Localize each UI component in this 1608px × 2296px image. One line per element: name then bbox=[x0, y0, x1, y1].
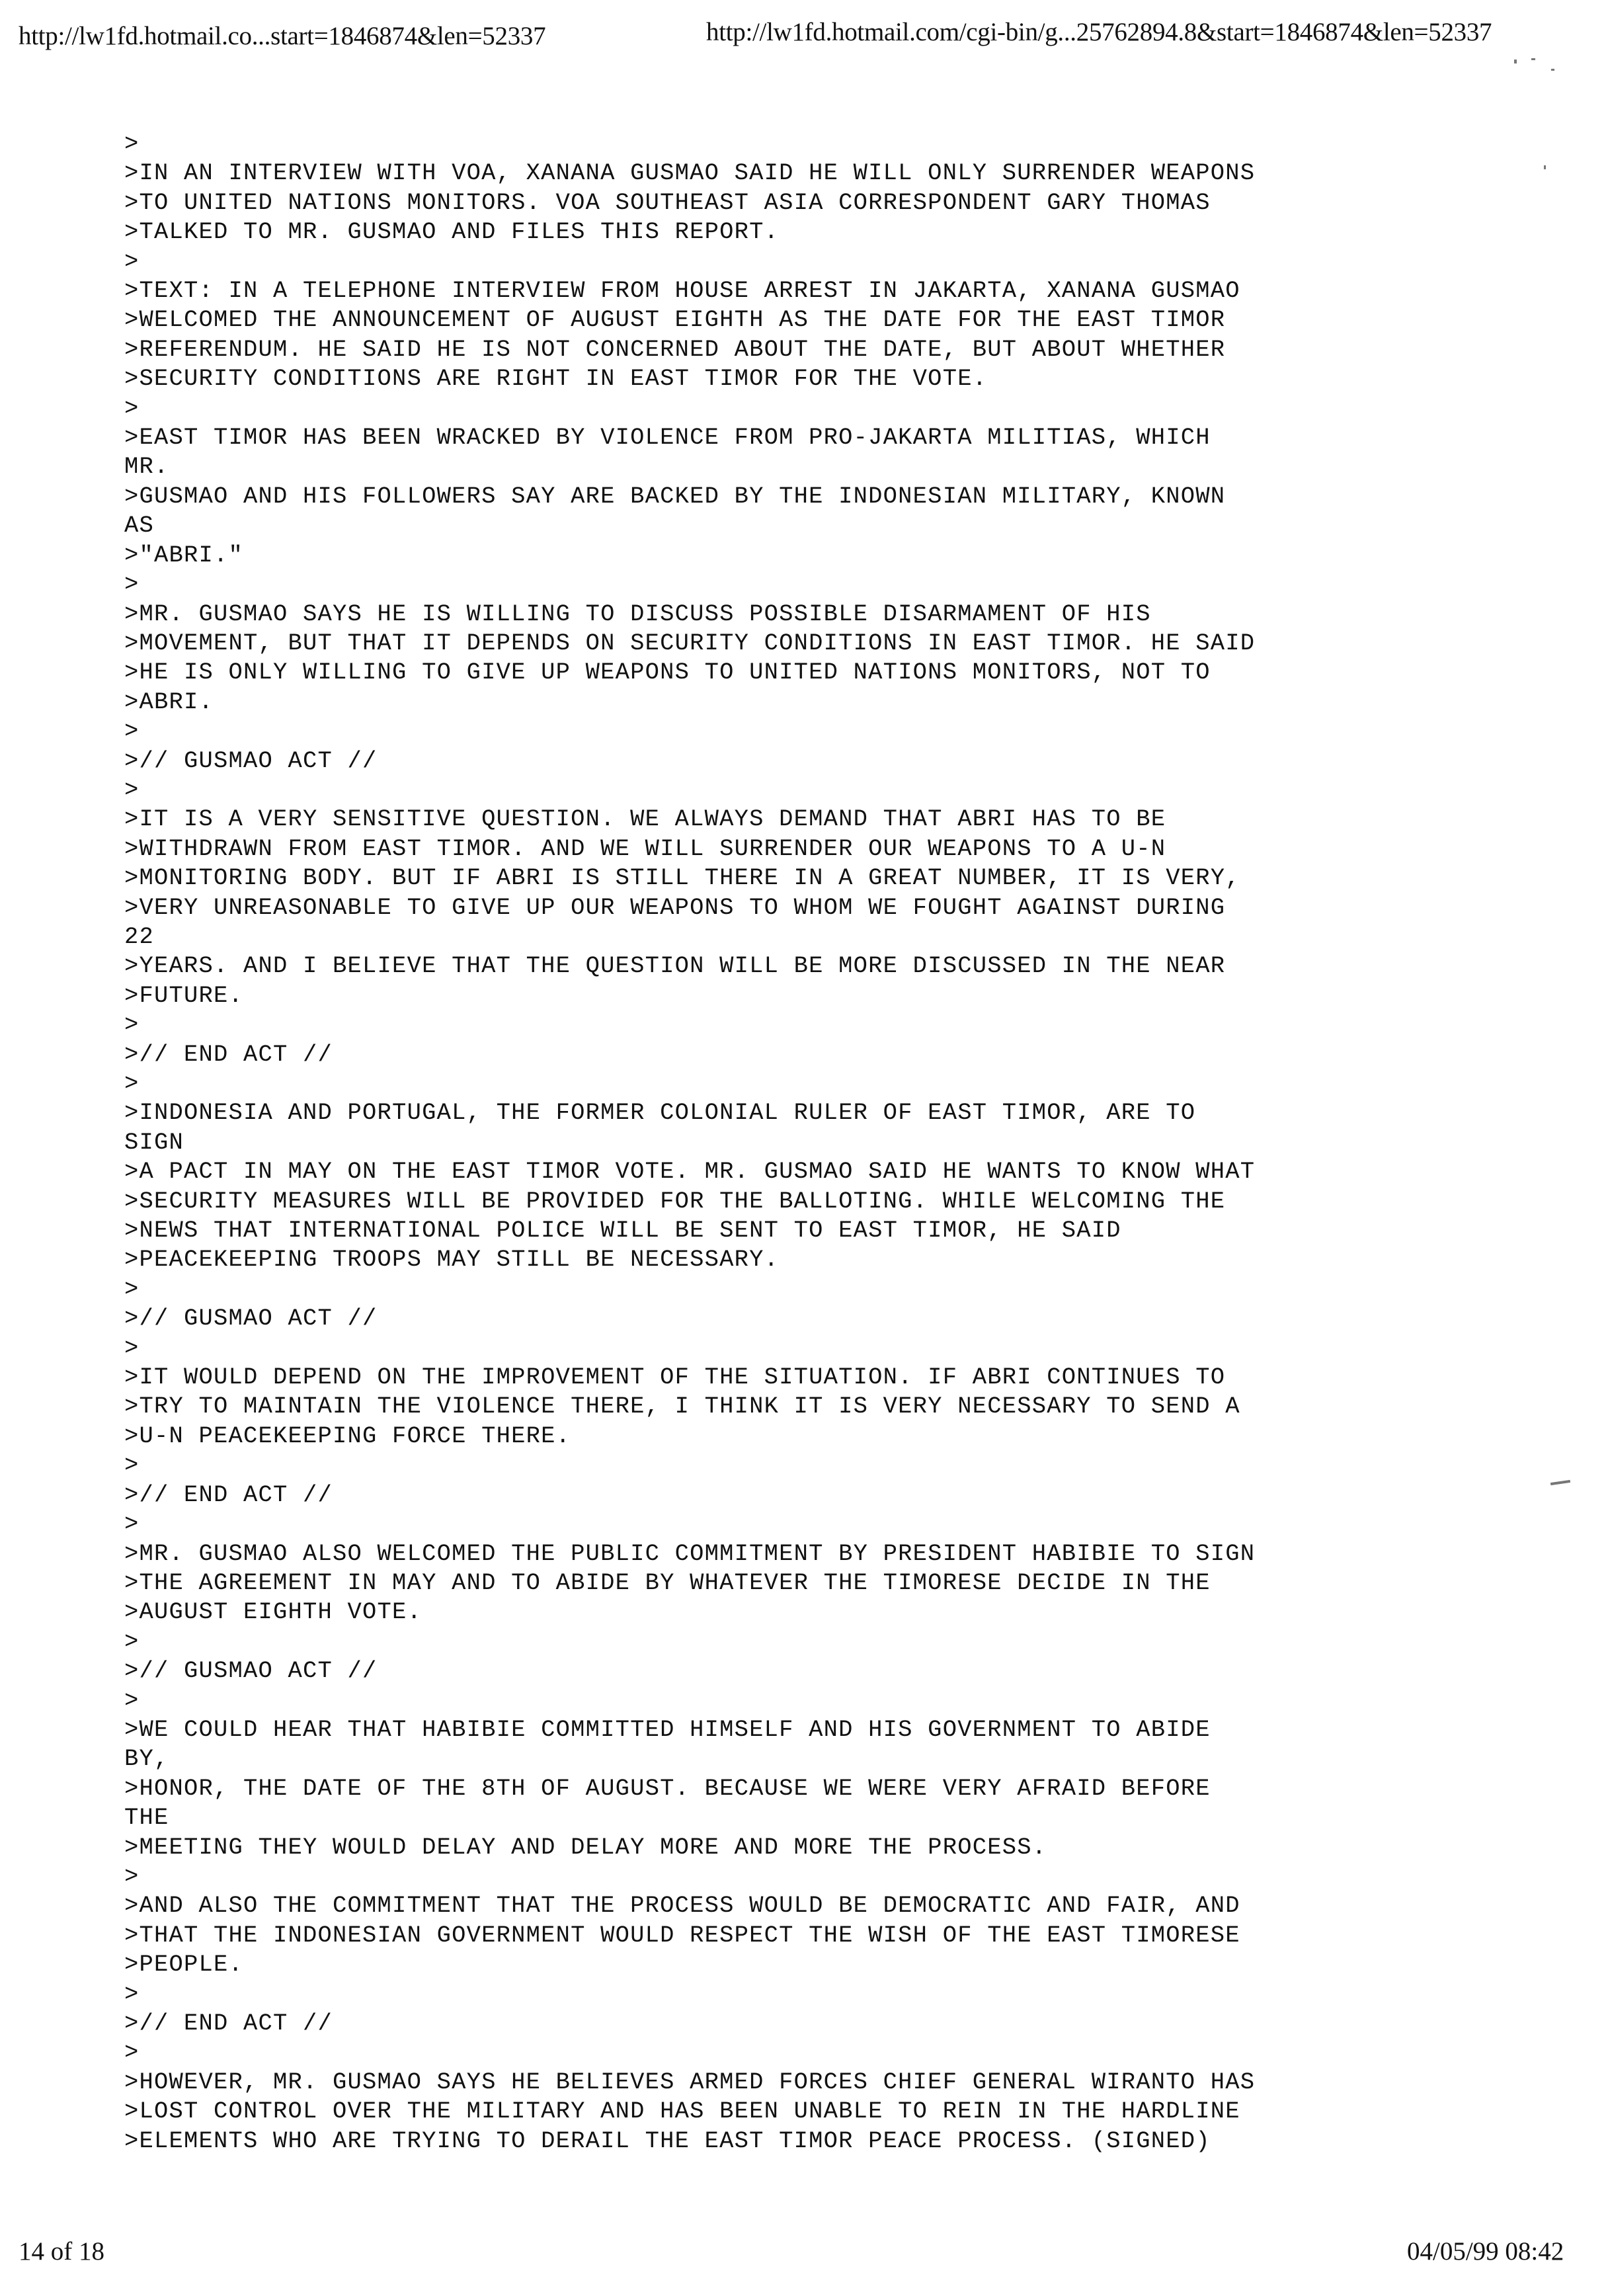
body-line: AS bbox=[124, 512, 155, 540]
body-line: >A PACT IN MAY ON THE EAST TIMOR VOTE. MR. GUSMAO SAID HE WANTS TO KNOW WHAT bbox=[124, 1158, 1256, 1186]
header-url-left: http://lw1fd.hotmail.co...start=1846874&len=52337 bbox=[19, 22, 546, 50]
body-line: >EAST TIMOR HAS BEEN WRACKED BY VIOLENCE FROM PRO-JAKARTA MILITIAS, WHICH bbox=[124, 424, 1211, 452]
body-line: > bbox=[124, 1627, 140, 1655]
body-line: >YEARS. AND I BELIEVE THAT THE QUESTION WILL BE MORE DISCUSSED IN THE NEAR bbox=[124, 952, 1226, 980]
body-line: >MONITORING BODY. BUT IF ABRI IS STILL THERE IN A GREAT NUMBER, IT IS VERY, bbox=[124, 864, 1240, 892]
body-line: >// GUSMAO ACT // bbox=[124, 1305, 378, 1332]
body-line: >MR. GUSMAO ALSO WELCOMED THE PUBLIC COMMITMENT BY PRESIDENT HABIBIE TO SIGN bbox=[124, 1539, 1256, 1567]
body-line: >AUGUST EIGHTH VOTE. bbox=[124, 1598, 422, 1626]
body-line: >TO UNITED NATIONS MONITORS. VOA SOUTHEAST ASIA CORRESPONDENT GARY THOMAS bbox=[124, 188, 1211, 216]
body-line: >WE COULD HEAR THAT HABIBIE COMMITTED HIMSELF AND HIS GOVERNMENT TO ABIDE bbox=[124, 1715, 1211, 1743]
body-line: >REFERENDUM. HE SAID HE IS NOT CONCERNED ABOUT THE DATE, BUT ABOUT WHETHER bbox=[124, 335, 1226, 363]
body-line: > bbox=[124, 1686, 140, 1714]
body-line: >GUSMAO AND HIS FOLLOWERS SAY ARE BACKED BY THE INDONESIAN MILITARY, KNOWN bbox=[124, 482, 1226, 510]
body-line: >ELEMENTS WHO ARE TRYING TO DERAIL THE EAST TIMOR PEACE PROCESS. (SIGNED) bbox=[124, 2127, 1211, 2154]
body-line: >HE IS ONLY WILLING TO GIVE UP WEAPONS TO UNITED NATIONS MONITORS, NOT TO bbox=[124, 659, 1211, 686]
body-line: >IN AN INTERVIEW WITH VOA, XANANA GUSMAO SAID HE WILL ONLY SURRENDER WEAPONS bbox=[124, 159, 1256, 187]
body-line: THE bbox=[124, 1804, 169, 1832]
body-line: > bbox=[124, 2039, 140, 2067]
body-line: >SECURITY MEASURES WILL BE PROVIDED FOR THE BALLOTING. WHILE WELCOMING THE bbox=[124, 1187, 1226, 1215]
body-line: >"ABRI." bbox=[124, 541, 244, 569]
body-line: >U-N PEACEKEEPING FORCE THERE. bbox=[124, 1422, 571, 1450]
body-line: > bbox=[124, 1275, 140, 1303]
body-line: 22 bbox=[124, 922, 155, 950]
body-line: > bbox=[124, 1070, 140, 1097]
body-line: >// GUSMAO ACT // bbox=[124, 1657, 378, 1685]
email-body-text bbox=[124, 130, 1255, 2156]
body-line: >IT WOULD DEPEND ON THE IMPROVEMENT OF THE SITUATION. IF ABRI CONTINUES TO bbox=[124, 1364, 1226, 1391]
print-timestamp: 04/05/99 08:42 bbox=[1407, 2237, 1564, 2266]
scan-speck bbox=[1514, 60, 1517, 63]
body-line: >WELCOMED THE ANNOUNCEMENT OF AUGUST EIGHTH AS THE DATE FOR THE EAST TIMOR bbox=[124, 306, 1226, 334]
body-line: > bbox=[124, 394, 140, 422]
body-line: >MR. GUSMAO SAYS HE IS WILLING TO DISCUSS POSSIBLE DISARMAMENT OF HIS bbox=[124, 600, 1151, 628]
body-line: > bbox=[124, 571, 140, 598]
scan-speck bbox=[1544, 165, 1546, 169]
body-line: > bbox=[124, 130, 140, 157]
body-line: > bbox=[124, 1011, 140, 1039]
body-line: >THE AGREEMENT IN MAY AND TO ABIDE BY WHATEVER THE TIMORESE DECIDE IN THE bbox=[124, 1569, 1211, 1596]
body-line: > bbox=[124, 718, 140, 745]
body-line: >VERY UNREASONABLE TO GIVE UP OUR WEAPONS TO WHOM WE FOUGHT AGAINST DURING bbox=[124, 893, 1226, 921]
body-line: > bbox=[124, 1334, 140, 1362]
body-line: >WITHDRAWN FROM EAST TIMOR. AND WE WILL SURRENDER OUR WEAPONS TO A U-N bbox=[124, 835, 1166, 862]
body-line: >THAT THE INDONESIAN GOVERNMENT WOULD RESPECT THE WISH OF THE EAST TIMORESE bbox=[124, 1921, 1240, 1949]
scan-speck bbox=[1550, 1480, 1570, 1485]
body-line: > bbox=[124, 1980, 140, 2008]
body-line: > bbox=[124, 1452, 140, 1479]
body-line: >PEOPLE. bbox=[124, 1951, 244, 1979]
body-line: MR. bbox=[124, 453, 169, 481]
body-line: >// END ACT // bbox=[124, 1040, 333, 1068]
body-line: >// GUSMAO ACT // bbox=[124, 747, 378, 774]
body-line: >MOVEMENT, BUT THAT IT DEPENDS ON SECURITY CONDITIONS IN EAST TIMOR. HE SAID bbox=[124, 629, 1256, 657]
body-line: >HONOR, THE DATE OF THE 8TH OF AUGUST. BECAUSE WE WERE VERY AFRAID BEFORE bbox=[124, 1774, 1211, 1802]
body-line: >FUTURE. bbox=[124, 981, 244, 1009]
body-line: >PEACEKEEPING TROOPS MAY STILL BE NECESSARY. bbox=[124, 1246, 780, 1274]
scan-speck bbox=[1531, 58, 1535, 60]
body-line: >TEXT: IN A TELEPHONE INTERVIEW FROM HOUSE ARREST IN JAKARTA, XANANA GUSMAO bbox=[124, 277, 1240, 305]
body-line: >// END ACT // bbox=[124, 2010, 333, 2037]
scan-speck bbox=[1551, 69, 1554, 71]
body-line: >LOST CONTROL OVER THE MILITARY AND HAS BEEN UNABLE TO REIN IN THE HARDLINE bbox=[124, 2098, 1240, 2125]
body-line: >// END ACT // bbox=[124, 1481, 333, 1508]
body-line: > bbox=[124, 776, 140, 803]
body-line: BY, bbox=[124, 1745, 169, 1773]
body-line: > bbox=[124, 1510, 140, 1538]
body-line: SIGN bbox=[124, 1128, 184, 1156]
body-line: >TRY TO MAINTAIN THE VIOLENCE THERE, I THINK IT IS VERY NECESSARY TO SEND A bbox=[124, 1393, 1240, 1420]
page-indicator: 14 of 18 bbox=[19, 2237, 104, 2266]
body-line: >ABRI. bbox=[124, 688, 214, 716]
body-line: >MEETING THEY WOULD DELAY AND DELAY MORE AND MORE THE PROCESS. bbox=[124, 1833, 1047, 1861]
body-line: >AND ALSO THE COMMITMENT THAT THE PROCESS WOULD BE DEMOCRATIC AND FAIR, AND bbox=[124, 1892, 1240, 1920]
body-line: >TALKED TO MR. GUSMAO AND FILES THIS REPORT. bbox=[124, 218, 780, 246]
body-line: >HOWEVER, MR. GUSMAO SAYS HE BELIEVES ARMED FORCES CHIEF GENERAL WIRANTO HAS bbox=[124, 2068, 1256, 2096]
body-line: > bbox=[124, 247, 140, 275]
body-line: >NEWS THAT INTERNATIONAL POLICE WILL BE SENT TO EAST TIMOR, HE SAID bbox=[124, 1217, 1121, 1245]
body-line: > bbox=[124, 1862, 140, 1890]
body-line: >IT IS A VERY SENSITIVE QUESTION. WE ALWAYS DEMAND THAT ABRI HAS TO BE bbox=[124, 805, 1166, 833]
body-line: >SECURITY CONDITIONS ARE RIGHT IN EAST TIMOR FOR THE VOTE. bbox=[124, 365, 988, 393]
body-line: >INDONESIA AND PORTUGAL, THE FORMER COLONIAL RULER OF EAST TIMOR, ARE TO bbox=[124, 1099, 1196, 1127]
header-url-right: http://lw1fd.hotmail.com/cgi-bin/g...25762894.8&start=1846874&len=52337 bbox=[706, 18, 1492, 46]
